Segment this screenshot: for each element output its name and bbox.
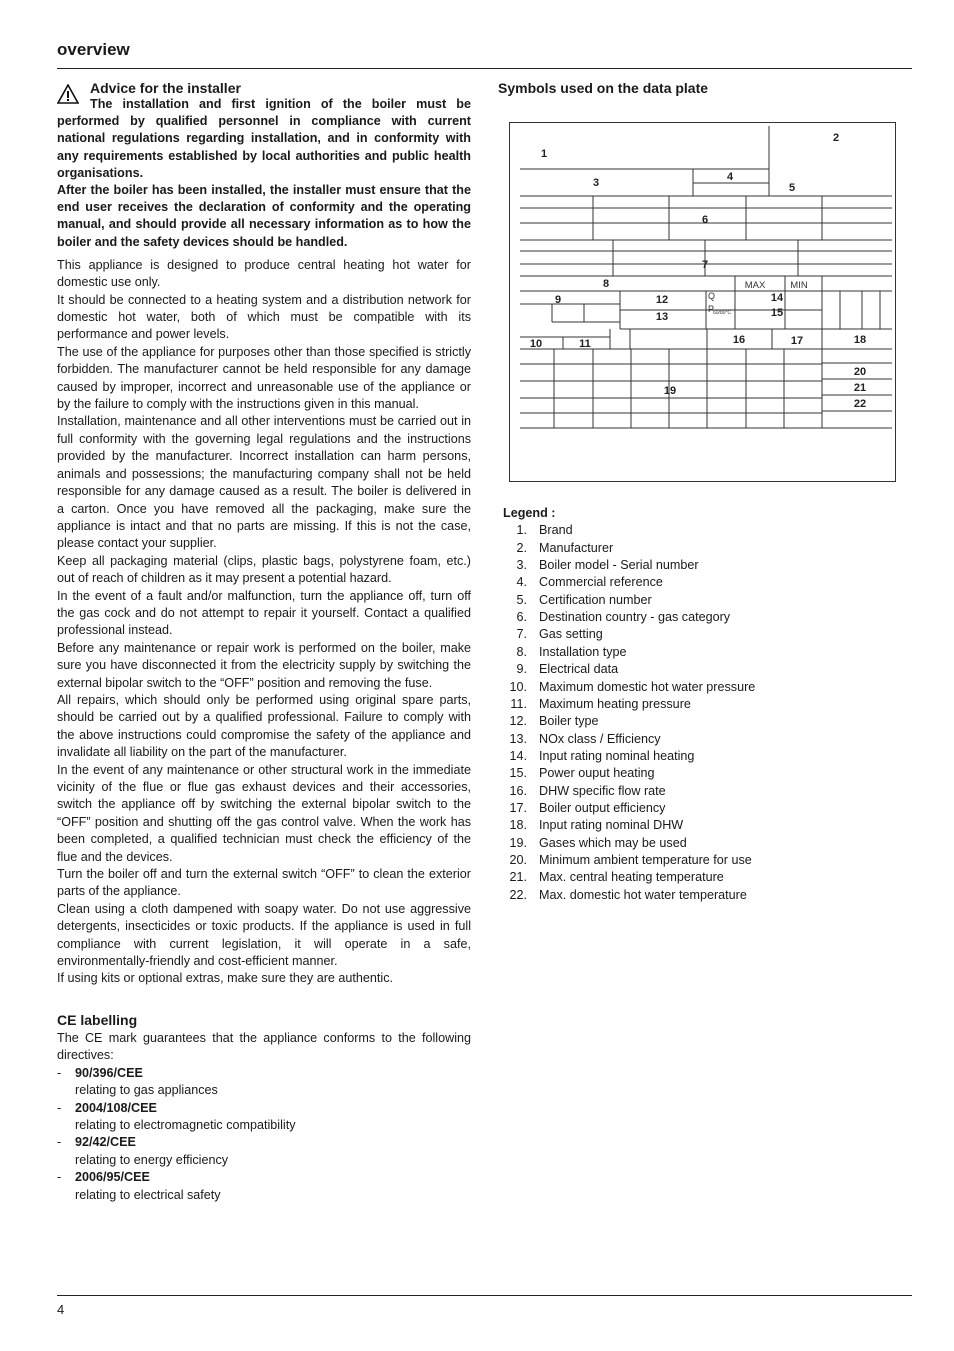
directive-code-row [57,1134,471,1151]
legend-list [503,522,755,904]
plate-label-q: Q [708,291,716,301]
legend-item-number: 15. [509,766,527,781]
legend-item [503,592,755,609]
page-number: 4 [57,1302,65,1317]
legend-item-text: Gas setting [539,627,603,642]
plate-label-20: 20 [853,366,867,378]
legend-item-text: Maximum domestic hot water pressure [539,679,756,694]
legend-item-number: 20. [509,852,527,867]
legend-item-number: 14. [509,748,527,763]
legend-item-text: Electrical data [539,662,619,677]
legend-item [503,679,755,696]
directive-list [57,1065,471,1204]
legend-item-text: Commercial reference [539,575,663,590]
legend-item [503,609,755,626]
advice-paragraph: This appliance is designed to produce central heating hot water for domestic use only. [57,257,471,290]
legend-item-number: 4. [516,575,527,590]
legend [503,505,755,904]
plate-label-17: 17 [790,335,804,347]
directive-dash: - [57,1065,62,1080]
plate-label-5: 5 [788,182,796,194]
legend-item-text: Boiler type [539,714,599,729]
directive-code-row [57,1169,471,1186]
plate-label-19: 19 [663,385,677,397]
plate-label-15: 15 [770,307,784,319]
legend-item [503,557,755,574]
legend-item-text: Power ouput heating [539,766,655,781]
directive-code: 92/42/CEE [75,1135,136,1150]
directive-description: relating to electromagnetic compatibility [75,1117,296,1132]
footer-rule [57,1295,912,1296]
advice-paragraph: Installation, maintenance and all other interventions must be carried out in full conformity with the governing legal regulations and the instructions provided by the manufacturer. Incorrect installation can harm persons, animals and possessions; the manufacturing company shall not be held responsible for any damage caused as a result. The boiler is delivered in a carton. Once you have removed all the packaging, make sure the appliance is intact and that no parts are missing. If this is not the case, please contact your supplier. [57,414,471,551]
legend-item [503,626,755,643]
directive-dash: - [57,1100,62,1115]
advice-title: Advice for the installer [90,80,241,96]
warning-icon [57,84,79,104]
legend-item-text: Minimum ambient temperature for use [539,852,752,867]
legend-item [503,574,755,591]
legend-item [503,887,755,904]
advice-body [57,257,471,988]
legend-item-number: 22. [509,887,527,902]
legend-title: Legend : [503,506,556,520]
ce-intro: The CE mark guarantees that the appliance conforms to the following directives: [57,1030,471,1063]
legend-item [503,765,755,782]
legend-item-text: Gases which may be used [539,835,687,850]
advice-paragraph: Keep all packaging material (clips, plastic bags, polystyrene foam, etc.) out of reach of children as it may present a potential hazard. [57,553,471,586]
plate-label-min: MIN [790,280,808,291]
advice-paragraph: Turn the boiler off and turn the external switch “OFF” to clean the exterior parts of the appliance. [57,867,471,899]
advice-paragraph: The use of the appliance for purposes other than those specified is strictly forbidden. The manufacturer cannot be held responsible for any damage caused by improper, incorrect and unreasonable use of the appliance or by the failure to comply with the instructions given in this manual. [57,344,471,412]
directive-dash: - [57,1170,62,1185]
left-column [57,78,471,1204]
advice-section [57,80,471,251]
plate-label-7: 7 [701,259,709,271]
plate-label-12: 12 [655,294,669,306]
advice-paragraph: Clean using a cloth dampened with soapy water. Do not use aggressive detergents, insecticides or toxic products. If the appliance is used in full compliance with current legislation, it will operate in a safe, environmentally-friendly and cost-efficient manner. [57,901,471,969]
legend-item-number: 19. [509,835,527,850]
legend-item-text: Maximum heating pressure [539,696,691,711]
legend-item-number: 9. [516,662,527,677]
legend-item-text: DHW specific flow rate [539,783,666,798]
plate-label-13: 13 [655,311,669,323]
legend-item-text: Installation type [539,644,627,659]
legend-item-number: 10. [509,679,527,694]
legend-item-text: NOx class / Efficiency [539,731,661,746]
plate-label-p: P [708,304,715,314]
legend-item [503,540,755,557]
page-title: overview [57,40,130,59]
legend-item [503,731,755,748]
legend-item-text: Max. central heating temperature [539,870,724,885]
legend-item [503,661,755,678]
directive-description: relating to electrical safety [75,1187,221,1202]
plate-label-16: 16 [732,334,746,346]
advice-paragraph: In the event of any maintenance or other structural work in the immediate vicinity of the flue or flue gas exhaust devices and their accessories, switch the appliance off by switching the external bipolar switch to the “OFF” position and shutting off the gas control valve. When the work has been completed, a qualified technician must check the efficiency of the flue and the devices. [57,762,471,864]
legend-item-number: 18. [509,818,527,833]
plate-label-1: 1 [540,148,548,160]
legend-item-number: 5. [516,592,527,607]
directive-code: 2006/95/CEE [75,1170,150,1185]
plate-label-6: 6 [701,214,709,226]
legend-item [503,800,755,817]
advice-bold-2: After the boiler has been installed, the installer must ensure that the end user receives the declaration of conformity and the operating manual, and should provide all necessary information as to how the boiler and the safety devices should be handled. [57,183,471,249]
advice-paragraph: It should be connected to a heating system and a distribution network for domestic hot water, both of which must be compatible with its performance and power levels. [57,292,471,342]
legend-item [503,713,755,730]
legend-item-number: 16. [509,783,527,798]
directive-description: relating to energy efficiency [75,1152,229,1167]
advice-paragraph: All repairs, which should only be performed using original spare parts, should be carried out by a qualified professional. Failure to comply with the above instructions could compromise the safety of the appliance and invalidate all liability on the part of the manufacturer. [57,692,471,760]
legend-item-text: Max. domestic hot water temperature [539,887,747,902]
header-rule [57,68,912,69]
legend-item [503,852,755,869]
advice-paragraph: Before any maintenance or repair work is performed on the boiler, make sure you have disconnected it from the electricity supply by switching the external bipolar switch to the “OFF” position and removing the fuse. [57,640,471,690]
plate-label-22: 22 [853,398,867,410]
legend-item-text: Input rating nominal DHW [539,818,684,833]
directive-description: relating to gas appliances [75,1083,218,1098]
ce-title: CE labelling [57,1011,138,1028]
plate-label-21: 21 [853,382,867,394]
legend-item-number: 8. [516,644,527,659]
legend-item-number: 2. [516,540,527,555]
plate-label-18: 18 [853,334,867,346]
directive-code-row [57,1100,471,1117]
plate-label-4: 4 [726,171,734,183]
plate-label-3: 3 [592,177,600,189]
plate-label-14: 14 [770,292,784,304]
legend-item-text: Input rating nominal heating [539,748,695,763]
plate-label-max: MAX [744,280,766,291]
data-plate-diagram [509,122,896,482]
legend-item [503,696,755,713]
advice-paragraph: In the event of a fault and/or malfunction, turn the appliance off, turn off the gas cock and do not attempt to repair it yourself. Contact a qualified professional instead. [57,588,471,638]
legend-item [503,522,755,539]
directive-dash: - [57,1135,62,1150]
legend-item-number: 6. [516,610,527,625]
legend-item-number: 17. [509,800,527,815]
right-column [498,78,898,96]
directive-code-row [57,1065,471,1082]
legend-item-text: Boiler output efficiency [539,800,666,815]
plate-label-9: 9 [554,294,562,306]
plate-label-10: 10 [529,338,543,350]
legend-item-number: 1. [516,523,527,538]
legend-item-text: Boiler model - Serial number [539,558,699,573]
plate-label-8: 8 [602,278,610,290]
symbols-title: Symbols used on the data plate [498,80,709,96]
legend-item-number: 11. [510,696,527,711]
legend-item-number: 12. [509,714,527,729]
legend-item [503,869,755,886]
legend-item [503,817,755,834]
legend-item-number: 7. [516,627,527,642]
plate-label-2: 2 [832,132,840,144]
legend-item [503,748,755,765]
legend-item-number: 3. [516,558,527,573]
advice-bold-1: The installation and first ignition of the boiler must be performed by qualified personnel in compliance with current national regulations regarding installation, and in conformity with any requirements established by local authorities and public health organisations. [57,97,471,180]
legend-item [503,783,755,800]
legend-item [503,644,755,661]
directive-code: 90/396/CEE [75,1065,143,1080]
legend-item-text: Destination country - gas category [539,610,731,625]
legend-item [503,835,755,852]
legend-item-text: Certification number [539,592,652,607]
legend-item-text: Brand [539,523,573,538]
plate-label-11: 11 [579,338,591,350]
directive-code: 2004/108/CEE [75,1100,157,1115]
legend-item-number: 21. [509,870,527,885]
advice-paragraph: If using kits or optional extras, make sure they are authentic. [57,971,394,986]
legend-item-number: 13. [509,731,527,746]
legend-item-text: Manufacturer [539,540,614,555]
plate-label-p-sub: 60/80°C [713,310,732,316]
